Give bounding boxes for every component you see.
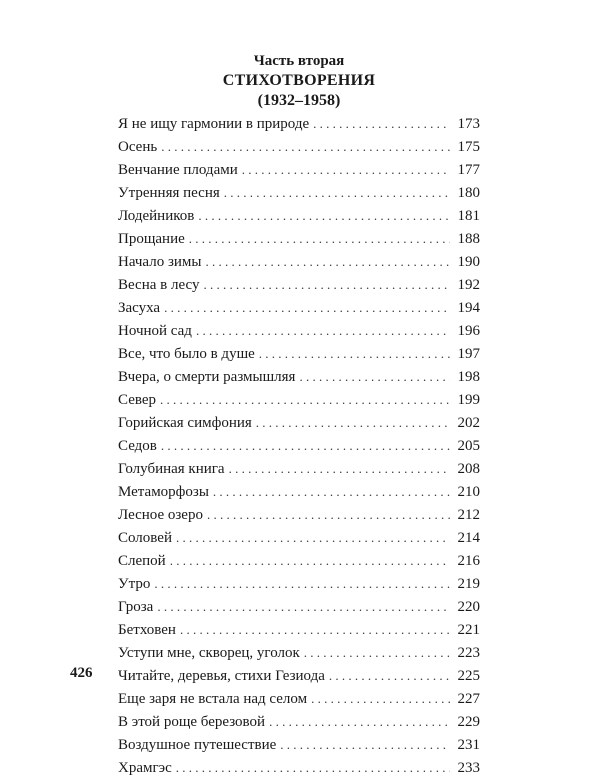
dot-leader bbox=[180, 618, 450, 641]
toc-entry-title: Седов bbox=[118, 438, 157, 454]
toc-entry bbox=[118, 181, 480, 204]
toc-entry-title: Начало зимы bbox=[118, 254, 202, 270]
toc-entry-title: Слепой bbox=[118, 553, 166, 569]
dot-leader bbox=[280, 733, 450, 756]
toc-entry bbox=[118, 250, 480, 273]
toc-entry-title: Прощание bbox=[118, 231, 185, 247]
toc-entry-title: Лодейников bbox=[118, 208, 195, 224]
toc-entry bbox=[118, 549, 480, 572]
toc-entry-page-number: 205 bbox=[457, 438, 480, 454]
toc-entry bbox=[118, 618, 480, 641]
toc-entry-page-number: 173 bbox=[457, 116, 480, 132]
toc-entry-page-number: 198 bbox=[457, 369, 480, 385]
toc-entry-page-number: 197 bbox=[457, 346, 480, 362]
toc-entry bbox=[118, 710, 480, 733]
toc-entry bbox=[118, 388, 480, 411]
dot-leader bbox=[198, 204, 450, 227]
toc-entry-title: Весна в лесу bbox=[118, 277, 200, 293]
dot-leader bbox=[313, 112, 450, 135]
toc-entry bbox=[118, 595, 480, 618]
toc-entry-title: Я не ищу гармонии в природе bbox=[118, 116, 310, 132]
dot-leader bbox=[189, 227, 450, 250]
toc-entry bbox=[118, 664, 480, 687]
toc-entry-page-number: 216 bbox=[457, 553, 480, 569]
dot-leader bbox=[160, 388, 450, 411]
section-years: (1932–1958) bbox=[257, 92, 341, 109]
page-number: 426 bbox=[70, 665, 93, 681]
toc-entry-page-number: 196 bbox=[457, 323, 480, 339]
dot-leader bbox=[269, 710, 450, 733]
toc-entry-page-number: 199 bbox=[457, 392, 480, 408]
toc-entry-title: Утро bbox=[118, 576, 151, 592]
toc-entry-title: Читайте, деревья, стихи Гезиода bbox=[118, 668, 325, 684]
toc-entry bbox=[118, 526, 480, 549]
toc-entry-page-number: 181 bbox=[457, 208, 480, 224]
toc-entry-title: Бетховен bbox=[118, 622, 176, 638]
toc-entry bbox=[118, 135, 480, 158]
toc-entry-title: Еще заря не встала над селом bbox=[118, 691, 308, 707]
toc-entry bbox=[118, 503, 480, 526]
toc-entry bbox=[118, 273, 480, 296]
table-of-contents bbox=[118, 112, 480, 779]
toc-entry bbox=[118, 204, 480, 227]
dot-leader bbox=[164, 296, 450, 319]
dot-leader bbox=[256, 411, 450, 434]
dot-leader bbox=[259, 342, 450, 365]
toc-entry bbox=[118, 457, 480, 480]
toc-entry bbox=[118, 687, 480, 710]
toc-entry-page-number: 180 bbox=[457, 185, 480, 201]
toc-entry bbox=[118, 756, 480, 779]
toc-entry-page-number: 188 bbox=[457, 231, 480, 247]
toc-entry-title: Голубиная книга bbox=[118, 461, 225, 477]
section-title: СТИХОТВОРЕНИЯ bbox=[222, 72, 376, 89]
dot-leader bbox=[304, 641, 450, 664]
dot-leader bbox=[161, 434, 450, 457]
toc-entry-page-number: 214 bbox=[457, 530, 480, 546]
toc-entry-page-number: 202 bbox=[457, 415, 480, 431]
toc-entry-title: Гроза bbox=[118, 599, 154, 615]
toc-entry-page-number: 210 bbox=[457, 484, 480, 500]
dot-leader bbox=[154, 572, 450, 595]
dot-leader bbox=[229, 457, 450, 480]
toc-entry-title: Ночной сад bbox=[118, 323, 192, 339]
toc-entry-page-number: 221 bbox=[457, 622, 480, 638]
toc-entry bbox=[118, 342, 480, 365]
dot-leader bbox=[205, 250, 450, 273]
toc-entry-title: Горийская симфония bbox=[118, 415, 252, 431]
toc-entry bbox=[118, 411, 480, 434]
toc-entry-page-number: 225 bbox=[457, 668, 480, 684]
toc-entry-title: Воздушное путешествие bbox=[118, 737, 277, 753]
toc-entry-page-number: 223 bbox=[457, 645, 480, 661]
toc-entry bbox=[118, 480, 480, 503]
toc-entry-page-number: 208 bbox=[457, 461, 480, 477]
toc-entry-page-number: 177 bbox=[457, 162, 480, 178]
toc-entry-title: Венчание плодами bbox=[118, 162, 238, 178]
dot-leader bbox=[161, 135, 450, 158]
toc-entry bbox=[118, 158, 480, 181]
dot-leader bbox=[176, 526, 450, 549]
toc-entry-page-number: 219 bbox=[457, 576, 480, 592]
dot-leader bbox=[329, 664, 450, 687]
toc-entry bbox=[118, 365, 480, 388]
toc-entry-title: Засуха bbox=[118, 300, 161, 316]
toc-entry-page-number: 233 bbox=[457, 760, 480, 776]
dot-leader bbox=[157, 595, 450, 618]
toc-entry-title: Все, что было в душе bbox=[118, 346, 255, 362]
dot-leader bbox=[242, 158, 450, 181]
section-part-label: Часть вторая bbox=[253, 53, 345, 69]
dot-leader bbox=[207, 503, 450, 526]
dot-leader bbox=[170, 549, 450, 572]
toc-entry-title: Осень bbox=[118, 139, 158, 155]
dot-leader bbox=[224, 181, 450, 204]
toc-entry bbox=[118, 572, 480, 595]
toc-entry bbox=[118, 112, 480, 135]
toc-entry bbox=[118, 733, 480, 756]
toc-entry bbox=[118, 227, 480, 250]
dot-leader bbox=[176, 756, 450, 779]
dot-leader bbox=[213, 480, 450, 503]
toc-entry-title: Соловей bbox=[118, 530, 172, 546]
dot-leader bbox=[203, 273, 450, 296]
toc-entry-page-number: 229 bbox=[457, 714, 480, 730]
dot-leader bbox=[299, 365, 450, 388]
toc-entry-page-number: 192 bbox=[457, 277, 480, 293]
toc-entry bbox=[118, 434, 480, 457]
toc-entry bbox=[118, 296, 480, 319]
toc-entry-title: Утренняя песня bbox=[118, 185, 220, 201]
toc-entry-title: Уступи мне, скворец, уголок bbox=[118, 645, 300, 661]
toc-entry-title: Вчера, о смерти размышляя bbox=[118, 369, 296, 385]
toc-entry bbox=[118, 319, 480, 342]
dot-leader bbox=[311, 687, 450, 710]
toc-entry-page-number: 194 bbox=[457, 300, 480, 316]
toc-entry-page-number: 175 bbox=[457, 139, 480, 155]
toc-entry-page-number: 227 bbox=[457, 691, 480, 707]
toc-entry-page-number: 212 bbox=[457, 507, 480, 523]
toc-entry-page-number: 231 bbox=[457, 737, 480, 753]
toc-entry-title: Лесное озеро bbox=[118, 507, 203, 523]
toc-entry-title: Храмгэс bbox=[118, 760, 172, 776]
toc-entry-page-number: 220 bbox=[457, 599, 480, 615]
dot-leader bbox=[196, 319, 450, 342]
toc-entry-title: В этой роще березовой bbox=[118, 714, 266, 730]
toc-entry-page-number: 190 bbox=[457, 254, 480, 270]
toc-entry-title: Метаморфозы bbox=[118, 484, 209, 500]
toc-entry bbox=[118, 641, 480, 664]
toc-entry-title: Север bbox=[118, 392, 156, 408]
